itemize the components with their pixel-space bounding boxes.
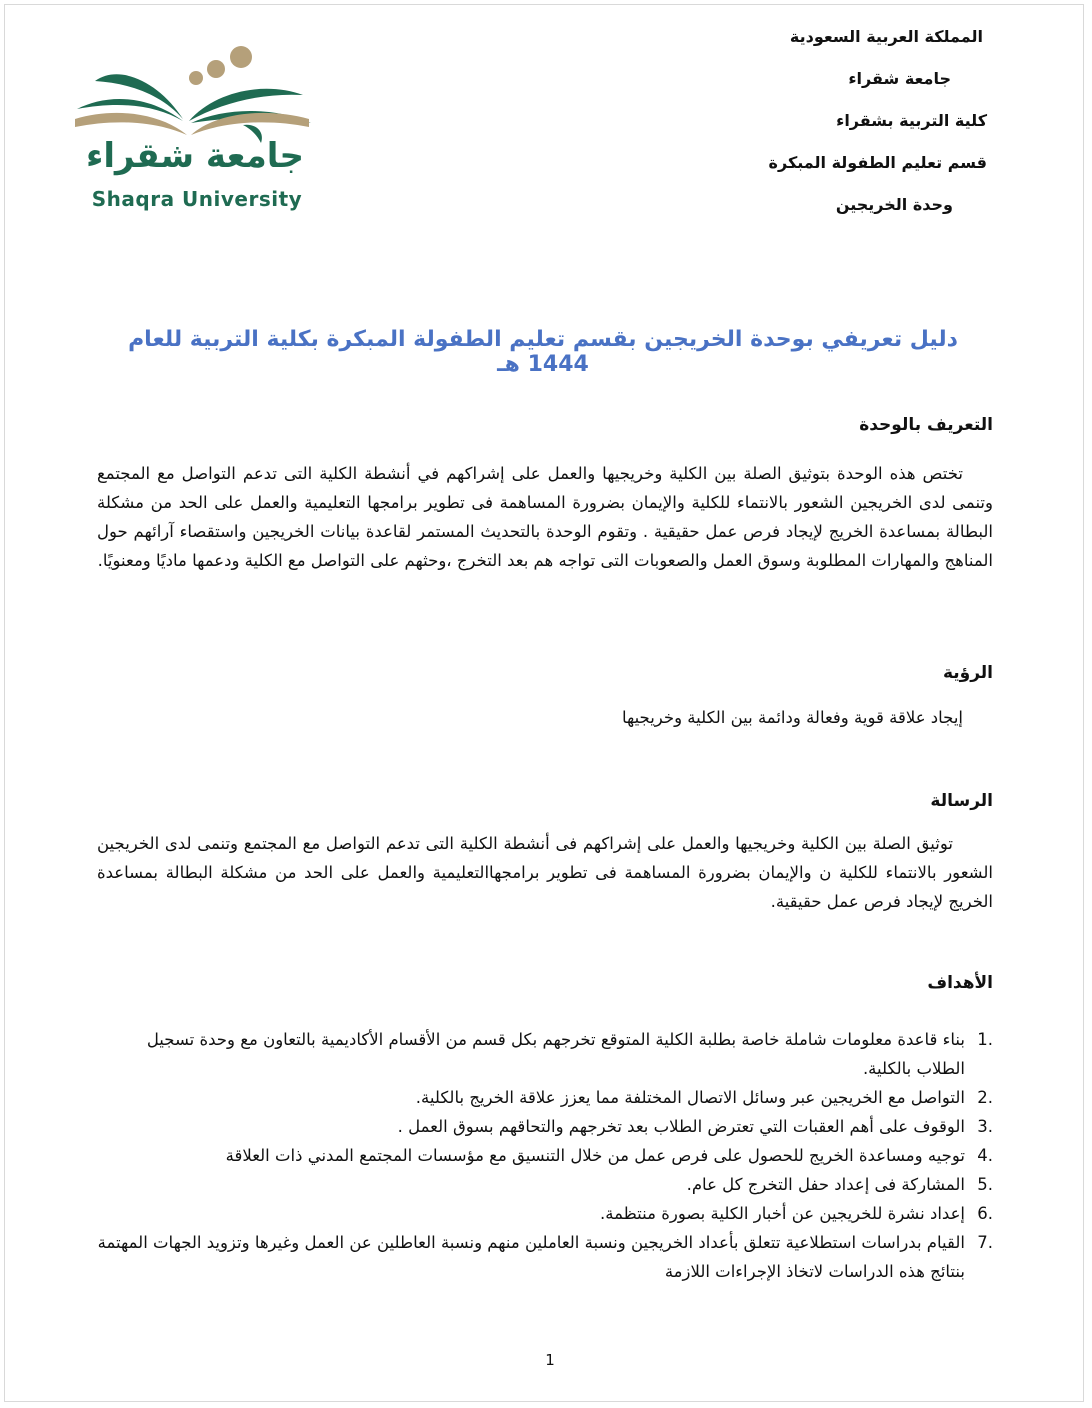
- goal-text: بناء قاعدة معلومات شاملة خاصة بطلبة الكلية المتوقع تخرجهم بكل قسم من الأقسام الأكاديمية بالتعاون مع وحدة تسجيل الطلاب بالكلية.: [146, 1030, 965, 1078]
- goal-text: التواصل مع الخريجين عبر وسائل الاتصال المختلفة مما يعزز علاقة الخريج بالكلية.: [415, 1088, 965, 1107]
- goal-number: 6.: [977, 1204, 993, 1223]
- header-line-university: جامعة شقراء: [848, 69, 951, 88]
- logo-page-right: [191, 113, 309, 135]
- vision-heading: الرؤية: [942, 663, 993, 683]
- goals-list: [97, 1025, 993, 1286]
- logo-leaf-left-top: [95, 74, 183, 119]
- logo-english-name: Shaqra University: [91, 187, 303, 211]
- mission-heading: الرسالة: [930, 791, 993, 811]
- list-item: [97, 1228, 993, 1286]
- list-item: [97, 1112, 993, 1141]
- vision-paragraph: إيجاد علاقة قوية وفعالة ودائمة بين الكلية وخريجيها: [621, 708, 963, 727]
- logo-dot: [230, 46, 252, 68]
- goal-number: 4.: [977, 1146, 993, 1165]
- goals-heading: الأهداف: [927, 973, 993, 993]
- goal-text: المشاركة فى إعداد حفل التخرج كل عام.: [686, 1175, 965, 1194]
- goal-number: 5.: [977, 1175, 993, 1194]
- page-title: دليل تعريفي بوحدة الخريجين بقسم تعليم الطفولة المبكرة بكلية التربية للعام 1444 هـ: [128, 327, 958, 377]
- mission-paragraph: توثيق الصلة بين الكلية وخريجيها والعمل على إشراكهم فى أنشطة الكلية التى تدعم التواصل مع المجتمع وتنمى لدى الخريجين الشعور بالانتماء للكلية ن والإيمان بضرورة المساهمة فى تطوير برامجهاالتعليمية والعمل على الحد من مشكلة البطالة بمساعدة الخريج لإيجاد فرص عمل حقيقية.: [97, 834, 993, 911]
- header-line-country: المملكة العربية السعودية: [789, 27, 983, 46]
- definition-paragraph: تختص هذه الوحدة بتوثيق الصلة بين الكلية وخريجيها والعمل على إشراكهم في أنشطة الكلية التى تدعم التواصل مع المجتمع وتنمى لدى الخريجين الشعور بالانتماء للكلية والإيمان بضرورة المساهمة فى تطوير برامجها التعليمية والعمل على الحد من مشكلة البطالة بمساعدة الخريج لإيجاد فرص عمل حقيقية . وتقوم الوحدة بالتحديث المستمر لقاعدة بيانات الخريجين واستقصاء آرائهم حول المناهج والمهارات المطلوبة وسوق العمل والصعوبات التى تواجه هم بعد التخرج ،وحثهم على التواصل مع الكلية ودعمها ماديًا ومعنويًا.: [97, 464, 993, 570]
- goal-text: إعداد نشرة للخريجين عن أخبار الكلية بصورة منتظمة.: [600, 1204, 965, 1223]
- goal-number: 7.: [977, 1233, 993, 1252]
- header-line-unit: وحدة الخريجين: [835, 195, 953, 214]
- list-item: [97, 1199, 993, 1228]
- list-item: [97, 1170, 993, 1199]
- definition-heading: التعريف بالوحدة: [859, 415, 993, 435]
- document-page: [4, 4, 1084, 1402]
- list-item: [97, 1083, 993, 1112]
- page-number: 1: [545, 1351, 555, 1369]
- logo-dot: [207, 60, 225, 78]
- header-line-department: قسم تعليم الطفولة المبكرة: [768, 153, 987, 172]
- logo-arabic-name: جامعة شقراء: [85, 136, 305, 176]
- goal-number: 1.: [977, 1030, 993, 1049]
- list-item: [97, 1141, 993, 1170]
- goal-text: الوقوف على أهم العقبات التي تعترض الطلاب بعد تخرجهم والتحاقهم بسوق العمل .: [397, 1117, 965, 1136]
- goal-number: 2.: [977, 1088, 993, 1107]
- goal-text: القيام بدراسات استطلاعية تتعلق بأعداد الخريجين ونسبة العاملين منهم ونسبة العاطلين عن العمل وغيرها وتزويد الجهات المهتمة بنتائج هذه الدراسات لاتخاذ الإجراءات اللازمة: [97, 1233, 965, 1281]
- header-line-college: كلية التربية بشقراء: [836, 111, 987, 130]
- logo-page-left: [75, 113, 187, 135]
- list-item: [97, 1025, 993, 1083]
- goal-number: 3.: [977, 1117, 993, 1136]
- logo-dot: [189, 71, 203, 85]
- goal-text: توجيه ومساعدة الخريج للحصول على فرص عمل من خلال التنسيق مع مؤسسات المجتمع المدني ذات العلاقة: [225, 1146, 965, 1165]
